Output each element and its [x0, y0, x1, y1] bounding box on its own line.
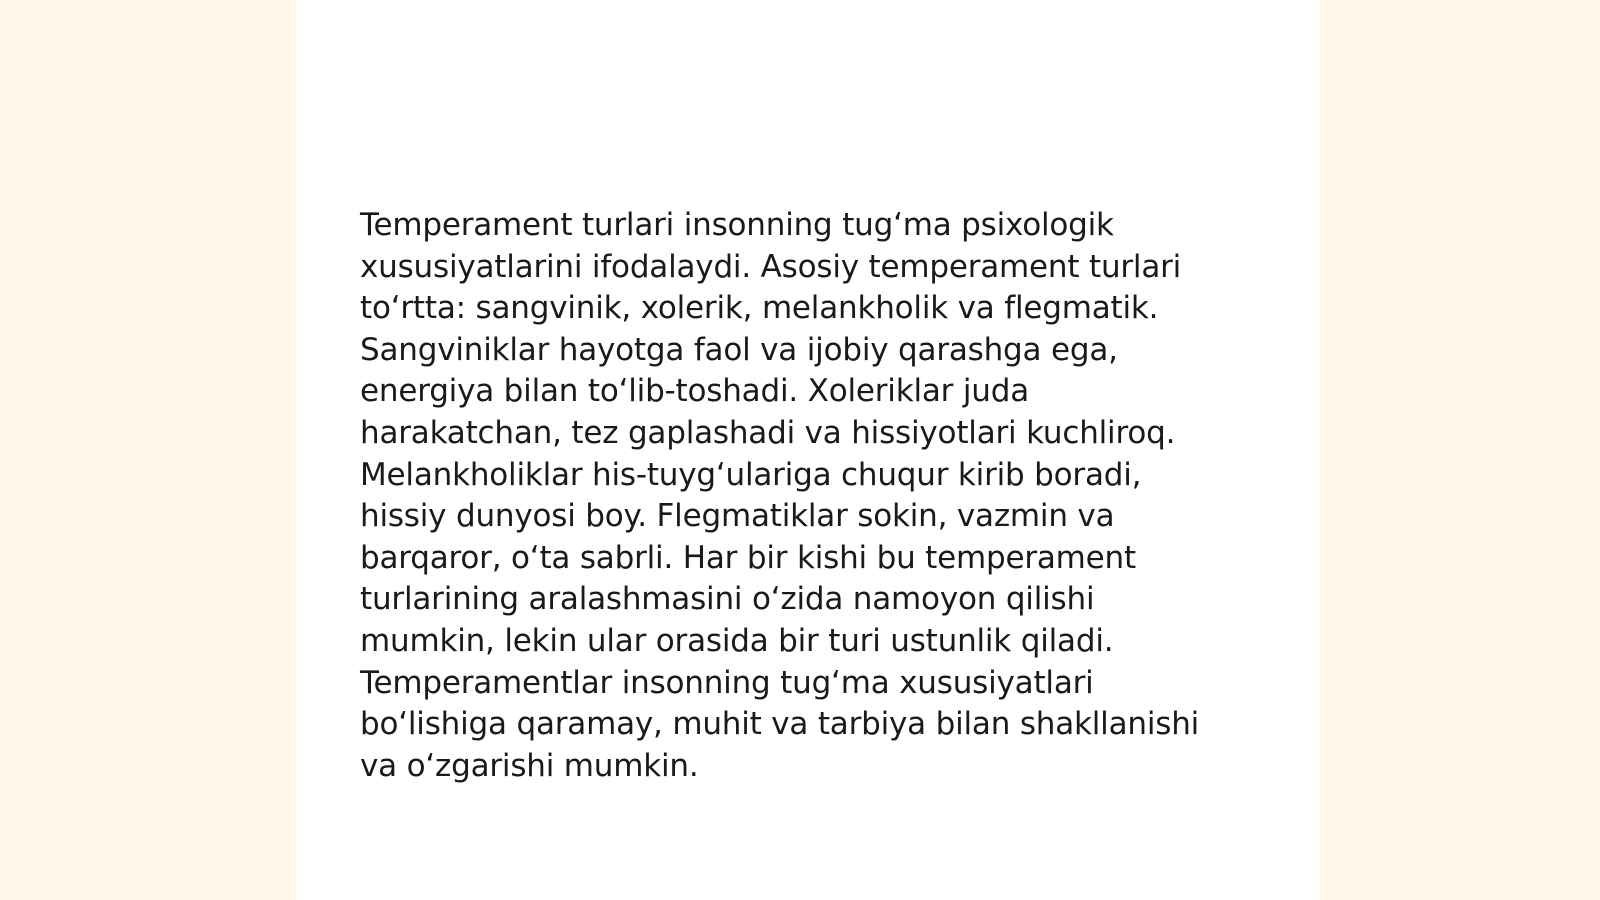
slide	[296, 0, 1320, 900]
slide-body-text: Temperament turlari insonning tug‘ma psixologik xususiyatlarini ifodalaydi. Asosiy temperament turlari to‘rtta: sangvinik, xolerik, melankholik va flegmatik. Sangviniklar hayotga faol va ijobiy qarashga ega, energiya bilan to‘lib-toshadi. Xoleriklar juda harakatchan, tez gaplashadi va hissiyotlari kuchliroq. Melankholiklar his-tuyg‘ulariga chuqur kirib boradi, hissiy dunyosi boy. Flegmatiklar sokin, vazmin va barqaror, o‘ta sabrli. Har bir kishi bu temperament turlarining aralashmasini o‘zida namoyon qilishi mumkin, lekin ular orasida bir turi ustunlik qiladi. Temperamentlar insonning tug‘ma xususiyatlari bo‘lishiga qaramay, muhit va tarbiya bilan shakllanishi va o‘zgarishi mumkin.	[360, 207, 1200, 784]
